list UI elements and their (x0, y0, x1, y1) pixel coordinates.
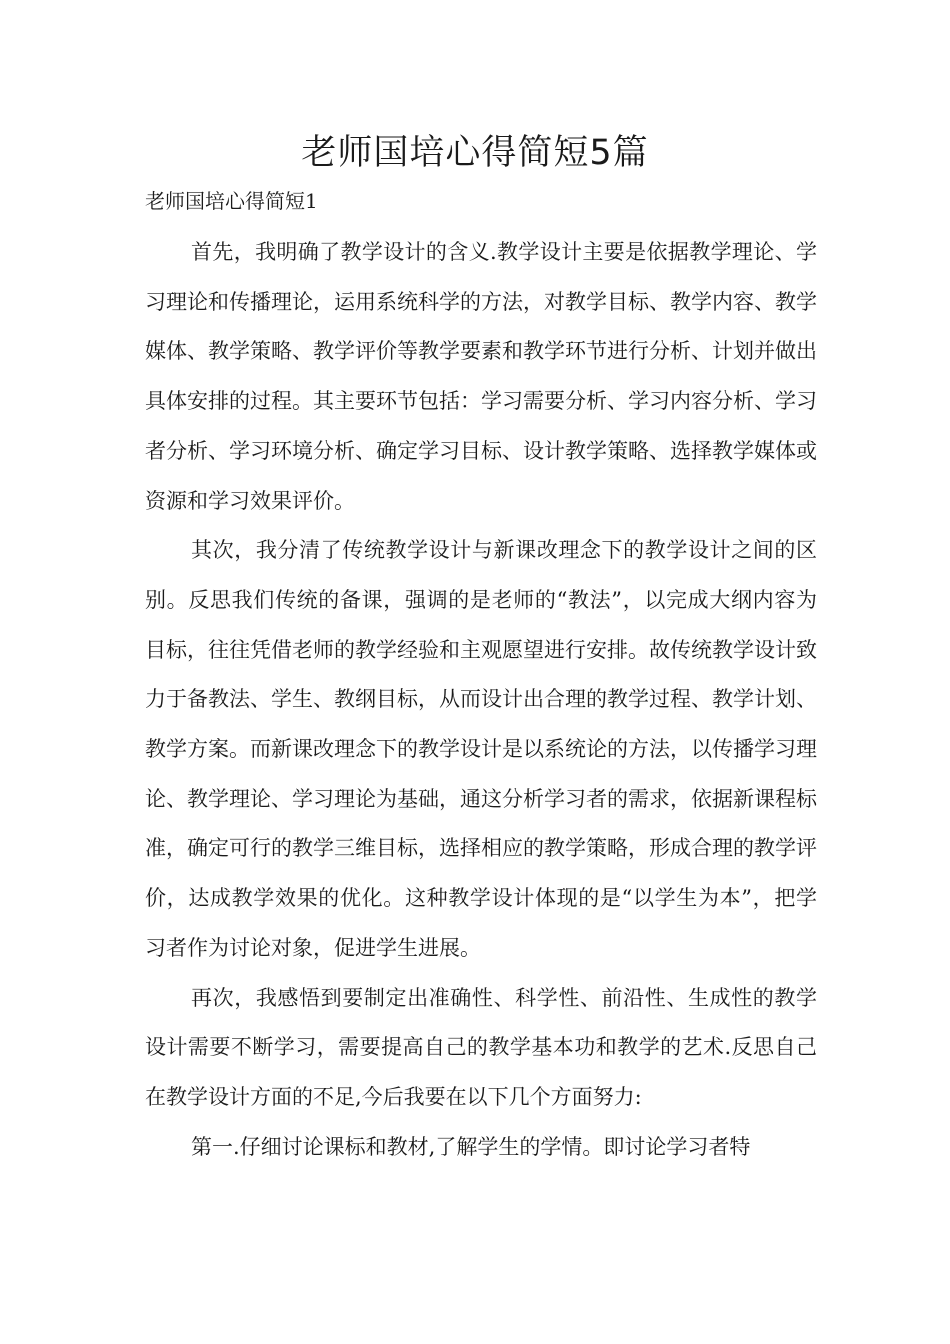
paragraph: 其次，我分清了传统教学设计与新课改理念下的教学设计之间的区别。反思我们传统的备课，强调的是老师的“教法”，以完成大纲内容为目标，往往凭借老师的教学经验和主观愿望进行安排。故传统教学设计致力于备教法、学生、教纲目标，从而设计出合理的教学过程、教学计划、教学方案。而新课改理念下的教学设计是以系统论的方法，以传播学习理论、教学理论、学习理论为基础，通这分析学习者的需求，依据新课程标准，确定可行的教学三维目标，选择相应的教学策略，形成合理的教学评价，达成教学效果的优化。这种教学设计体现的是“以学生为本”，把学习者作为讨论对象，促进学生进展。 (145, 538, 817, 960)
document-title: 老师国培心得简短5篇 (301, 133, 649, 173)
paragraph: 第一.仔细讨论课标和教材,了解学生的学情。即讨论学习者特 (191, 1134, 751, 1159)
paragraph: 首先，我明确了教学设计的含义.教学设计主要是依据教学理论、学习理论和传播理论，运用系统科学的方法，对教学目标、教学内容、教学媒体、教学策略、教学评价等教学要素和教学环节进行分析、计划并做出具体安排的过程。其主要环节包括：学习需要分析、学习内容分析、学习者分析、学习环境分析、确定学习目标、设计教学策略、选择教学媒体或资源和学习效果评价。 (145, 240, 817, 513)
paragraph: 再次，我感悟到要制定出准确性、科学性、前沿性、生成性的教学设计需要不断学习，需要提高自己的教学基本功和教学的艺术.反思自己在教学设计方面的不足,今后我要在以下几个方面努力: (145, 985, 817, 1109)
section-heading: 老师国培心得简短1 (145, 189, 318, 213)
document-body (145, 228, 817, 1172)
